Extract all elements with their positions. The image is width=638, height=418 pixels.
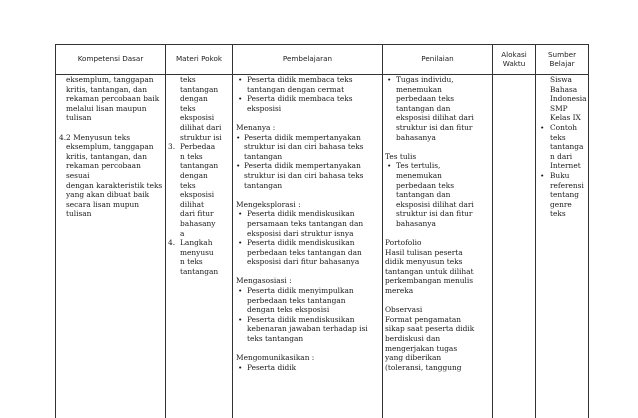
penilaian-line: struktur isi dan fitur xyxy=(396,122,473,132)
materi-line: n teks xyxy=(180,257,203,267)
header-kompetensi: Kompetensi Dasar xyxy=(77,54,144,64)
header-materi: Materi Pokok xyxy=(175,54,223,64)
header-penilaian: Penilaian xyxy=(421,54,454,64)
materi-line: Perbedaa xyxy=(180,142,216,152)
sumber-line: teks xyxy=(550,209,566,219)
materi-line: tantangan xyxy=(180,266,219,276)
kompetensi-line: secara lisan mupun xyxy=(66,199,140,209)
penilaian-line: Format pengamatan xyxy=(385,314,461,324)
pembelajaran-line: struktur isi dan ciri bahasa teks xyxy=(244,142,364,152)
materi-line: a xyxy=(180,228,185,238)
sumber-line: Bahasa xyxy=(550,84,578,94)
pembelajaran-line: tantangan xyxy=(244,151,283,161)
pembelajaran-bullet: • Peserta didik membaca teks xyxy=(236,75,382,85)
col-divider-1 xyxy=(165,44,166,418)
materi-line: Langkah xyxy=(180,238,213,248)
kompetensi-cell xyxy=(59,75,164,219)
sumber-line: Kelas IX xyxy=(550,113,581,123)
pembelajaran-bullet: • Peserta didik mendiskusikan xyxy=(236,238,382,248)
sumber-line: SMP xyxy=(550,103,568,113)
materi-line: menyusu xyxy=(180,247,214,257)
pembelajaran-heading-mengeksplorasi: Mengeksplorasi : xyxy=(236,199,301,209)
pembelajaran-bullet: • Peserta didik mendiskusikan xyxy=(236,315,382,325)
materi-line: struktur isi xyxy=(180,132,222,142)
materi-line: dari fitur xyxy=(180,209,214,219)
penilaian-line: menemukan xyxy=(396,84,442,94)
pembelajaran-line: persamaan teks tantangan dan xyxy=(247,218,364,228)
border-right xyxy=(588,44,589,418)
penilaian-line: (toleransi, tanggung xyxy=(385,362,462,372)
penilaian-line: perkembangan menulis xyxy=(385,276,474,286)
col-divider-2 xyxy=(232,44,233,418)
penilaian-line: yang diberikan xyxy=(385,353,442,363)
header-pembelajaran: Pembelajaran xyxy=(282,54,333,64)
sumber-line: Indonesia xyxy=(550,94,587,104)
header-sumber xyxy=(536,44,588,74)
materi-line: bahasany xyxy=(180,218,216,228)
pembelajaran-bullet: • Peserta didik menyimpulkan xyxy=(236,286,382,296)
sumber-line: tantanga xyxy=(550,142,584,152)
materi-item-3 xyxy=(168,142,232,152)
kompetensi-line: 4.2 Menyusun teks xyxy=(59,132,131,142)
pembelajaran-line: perbedaan teks tantangan xyxy=(247,295,346,305)
col-divider-5 xyxy=(535,44,536,418)
kompetensi-line: kritis, tantangan, dan xyxy=(66,84,147,94)
sumber-bullet: • Buku xyxy=(538,171,588,181)
pembelajaran-bullet: • Peserta didik mempertanyakan xyxy=(236,161,382,171)
kompetensi-line: tulisan xyxy=(66,113,92,123)
penilaian-line: tantangan dan xyxy=(396,190,451,200)
penilaian-line: struktur isi dan fitur xyxy=(396,209,473,219)
materi-line: eksposisi xyxy=(180,190,215,200)
materi-line: teks xyxy=(180,103,196,113)
header-alokasi xyxy=(493,44,535,74)
sumber-line: n dari xyxy=(550,151,573,161)
pembelajaran-line: tantangan dengan cermat xyxy=(247,84,345,94)
sumber-line: genre xyxy=(550,199,572,209)
pembelajaran-bullet: • Peserta didik mempertanyakan xyxy=(236,133,382,143)
materi-line: teks xyxy=(180,180,196,190)
kompetensi-line: melalui lisan maupun xyxy=(66,103,147,113)
penilaian-line: mereka xyxy=(385,286,414,296)
materi-cell xyxy=(168,75,232,276)
kompetensi-line: rekaman percobaan baik xyxy=(66,94,160,104)
sumber-line: tentang xyxy=(550,190,579,200)
penilaian-line: bahasanya xyxy=(396,132,436,142)
sumber-cell xyxy=(538,75,588,219)
materi-number: 4. xyxy=(168,238,176,248)
pembelajaran-line: eksposisi dari fitur bahasanya xyxy=(247,257,360,267)
pembelajaran-bullet: • Peserta didik xyxy=(236,363,382,373)
materi-line: dilihat dari xyxy=(180,122,222,132)
rpp-table xyxy=(55,44,589,418)
sumber-line: teks xyxy=(550,132,566,142)
kompetensi-line: tulisan xyxy=(66,209,92,219)
pembelajaran-line: dengan teks eksposisi xyxy=(247,305,330,315)
penilaian-line: berdiskusi dan xyxy=(385,334,441,344)
kompetensi-line: rekaman percobaan sesuai xyxy=(66,161,141,180)
pembelajaran-line: teks tantangan xyxy=(247,334,304,344)
pembelajaran-heading-mengkomunikasikan: Mengomunikasikan : xyxy=(236,353,315,363)
kompetensi-line: eksemplum, tanggapan xyxy=(66,75,154,84)
penilaian-line: perbedaan teks xyxy=(396,180,455,190)
header-sumber-line2: Belajar xyxy=(549,59,575,68)
materi-line: dilihat xyxy=(180,199,204,209)
sumber-bullet: • Contoh xyxy=(538,123,588,133)
pembelajaran-line: eksposisi dari struktur isnya xyxy=(247,228,354,238)
header-sumber-line1: Sumber xyxy=(547,49,577,59)
penilaian-line: menemukan xyxy=(396,170,442,180)
penilaian-heading-observasi: Observasi xyxy=(385,305,423,315)
kompetensi-line: eksemplum, tanggapan xyxy=(66,142,154,152)
kompetensi-line: kritis, tantangan, dan xyxy=(66,151,147,161)
header-alokasi-line1: Alokasi xyxy=(501,49,527,59)
penilaian-line: bahasanya xyxy=(396,218,436,228)
penilaian-bullet: • Tes tertulis, xyxy=(385,161,491,171)
pembelajaran-line: perbedaan teks tantangan dan xyxy=(247,247,362,257)
materi-line: eksposisi xyxy=(180,113,215,123)
col-divider-4 xyxy=(492,44,493,418)
kompetensi-line: yang akan dibuat baik xyxy=(66,190,150,200)
border-left xyxy=(55,44,56,418)
pembelajaran-bullet: • Peserta didik mendiskusikan xyxy=(236,209,382,219)
penilaian-line: didik menyusun teks xyxy=(385,257,463,267)
materi-line: n teks xyxy=(180,151,203,161)
penilaian-line: mengerjakan tugas xyxy=(385,343,458,353)
materi-number: 3. xyxy=(168,142,176,152)
penilaian-line: eksposisi dilihat dari xyxy=(396,113,474,123)
pembelajaran-heading-menanya: Menanya : xyxy=(236,122,276,132)
penilaian-bullet: • Tugas individu, xyxy=(385,75,491,85)
materi-line: dengan xyxy=(180,170,208,180)
pembelajaran-heading-mengasosiasi: Mengasosiasi : xyxy=(236,276,292,286)
penilaian-line: Hasil tulisan peserta xyxy=(385,247,463,257)
materi-line: tantangan xyxy=(180,161,219,171)
penilaian-line: perbedaan teks xyxy=(396,94,455,104)
sumber-line: Internet xyxy=(550,161,581,171)
penilaian-line: tantangan untuk dilihat xyxy=(385,266,474,276)
penilaian-cell xyxy=(385,75,491,372)
col-divider-3 xyxy=(382,44,383,418)
penilaian-heading-portofolio: Portofolio xyxy=(385,238,422,248)
sumber-line: Siswa xyxy=(550,75,572,84)
pembelajaran-bullet: • Peserta didik membaca teks xyxy=(236,94,382,104)
penilaian-line: tantangan dan xyxy=(396,103,451,113)
sumber-line: referensi xyxy=(550,180,584,190)
pembelajaran-line: struktur isi dan ciri bahasa teks xyxy=(244,170,364,180)
pembelajaran-line: eksposisi xyxy=(247,103,282,113)
pembelajaran-cell xyxy=(236,75,382,372)
materi-line: teks xyxy=(180,75,196,84)
materi-line: tantangan xyxy=(180,84,219,94)
header-alokasi-line2: Waktu xyxy=(502,59,526,68)
kompetensi-line: dengan karakteristik teks xyxy=(66,180,163,190)
penilaian-line: sikap saat peserta didik xyxy=(385,324,475,334)
penilaian-heading-tes-tulis: Tes tulis xyxy=(385,151,417,161)
materi-item-4 xyxy=(168,238,232,248)
pembelajaran-line: tantangan xyxy=(244,180,283,190)
materi-line: dengan xyxy=(180,94,208,104)
penilaian-line: eksposisi dilihat dari xyxy=(396,199,474,209)
pembelajaran-line: kebenaran jawaban terhadap isi xyxy=(247,324,368,334)
